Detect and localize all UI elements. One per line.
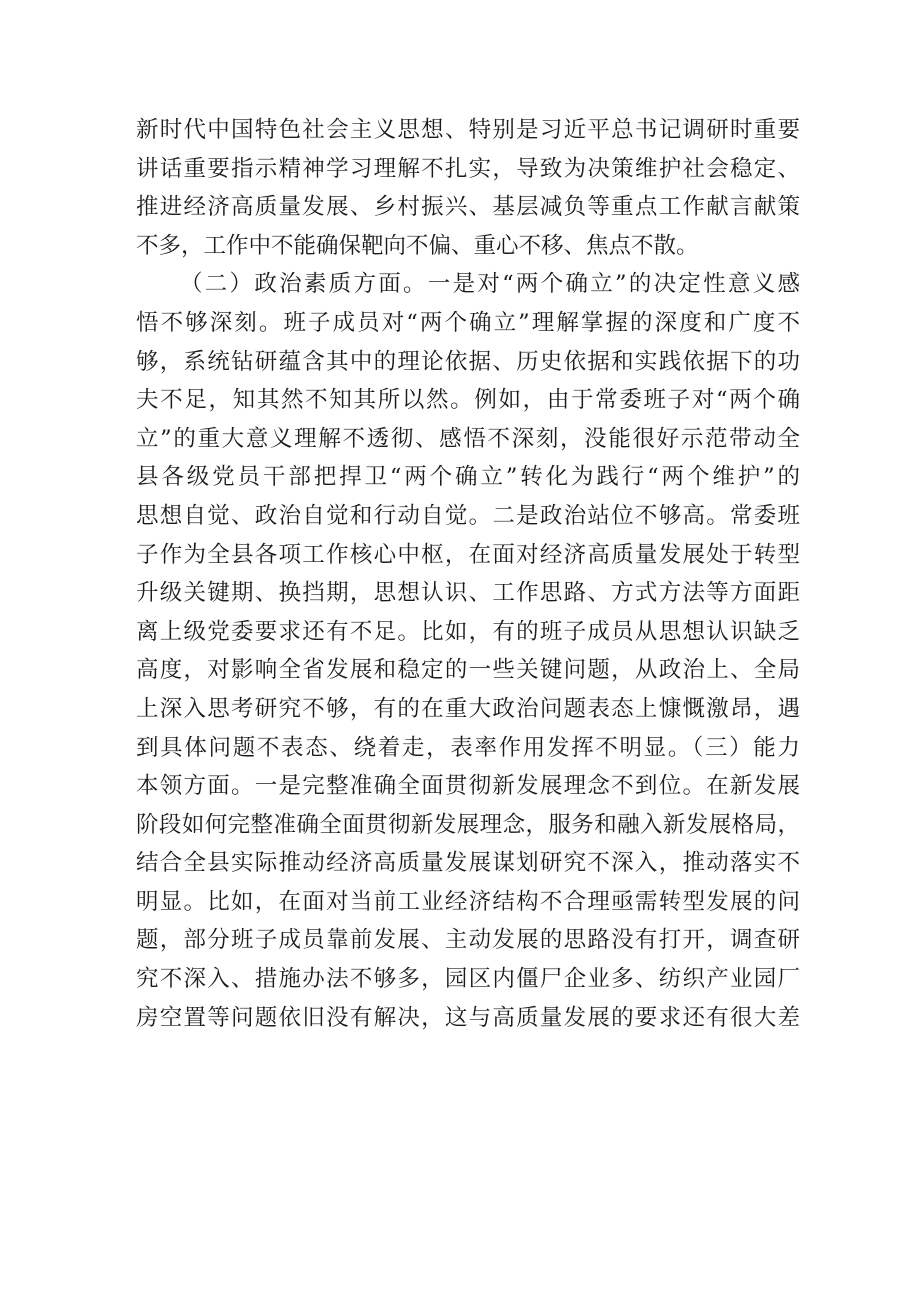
text-line: 推进经济高质量发展、乡村振兴、基层减负等重点工作献言献策 [136,194,800,221]
text-line: 房空置等问题依旧没有解决，这与高质量发展的要求还有很大差 [136,1004,800,1031]
text-line: 夫不足，知其然不知其所以然。例如，由于常委班子对“两个确 [136,387,800,414]
text-line: 高度，对影响全省发展和稳定的一些关键问题，从政治上、全局 [136,657,800,684]
text-line: 子作为全县各项工作核心中枢，在面对经济高质量发展处于转型 [136,541,800,568]
text-line: 讲话重要指示精神学习理解不扎实，导致为决策维护社会稳定、 [136,155,800,182]
text-line: 思想自觉、政治自觉和行动自觉。二是政治站位不够高。常委班 [136,502,800,529]
text-line: 够，系统钻研蕴含其中的理论依据、历史依据和实践依据下的功 [136,348,800,375]
text-line: （二）政治素质方面。一是对“两个确立”的决定性意义感 [180,271,800,298]
text-line: 上深入思考研究不够，有的在重大政治问题表态上慷慨激昂，遇 [136,695,800,722]
text-line: 阶段如何完整准确全面贯彻新发展理念，服务和融入新发展格局， [136,811,800,838]
text-line: 结合全县实际推动经济高质量发展谋划研究不深入，推动落实不 [136,850,800,877]
text-line: 不多，工作中不能确保靶向不偏、重心不移、焦点不散。 [136,232,699,259]
text-line: 本领方面。一是完整准确全面贯彻新发展理念不到位。在新发展 [136,773,800,800]
text-line: 立”的重大意义理解不透彻、感悟不深刻，没能很好示范带动全 [136,425,800,452]
text-line: 县各级党员干部把捍卫“两个确立”转化为践行“两个维护”的 [136,464,800,491]
text-line: 新时代中国特色社会主义思想、特别是习近平总书记调研时重要 [136,117,800,143]
text-line: 明显。比如，在面对当前工业经济结构不合理亟需转型发展的问 [136,888,800,915]
text-line: 究不深入、措施办法不够多，园区内僵尸企业多、纺织产业园厂 [136,966,800,993]
text-line: 题，部分班子成员靠前发展、主动发展的思路没有打开，调查研 [136,927,800,954]
text-line: 升级关键期、换挡期，思想认识、工作思路、方式方法等方面距 [136,580,800,607]
text-line: 到具体问题不表态、绕着走，表率作用发挥不明显。（三）能力 [136,734,800,761]
document-body [136,111,800,1037]
text-line: 悟不够深刻。班子成员对“两个确立”理解掌握的深度和广度不 [136,309,800,336]
text-line: 离上级党委要求还有不足。比如，有的班子成员从思想认识缺乏 [136,618,800,645]
